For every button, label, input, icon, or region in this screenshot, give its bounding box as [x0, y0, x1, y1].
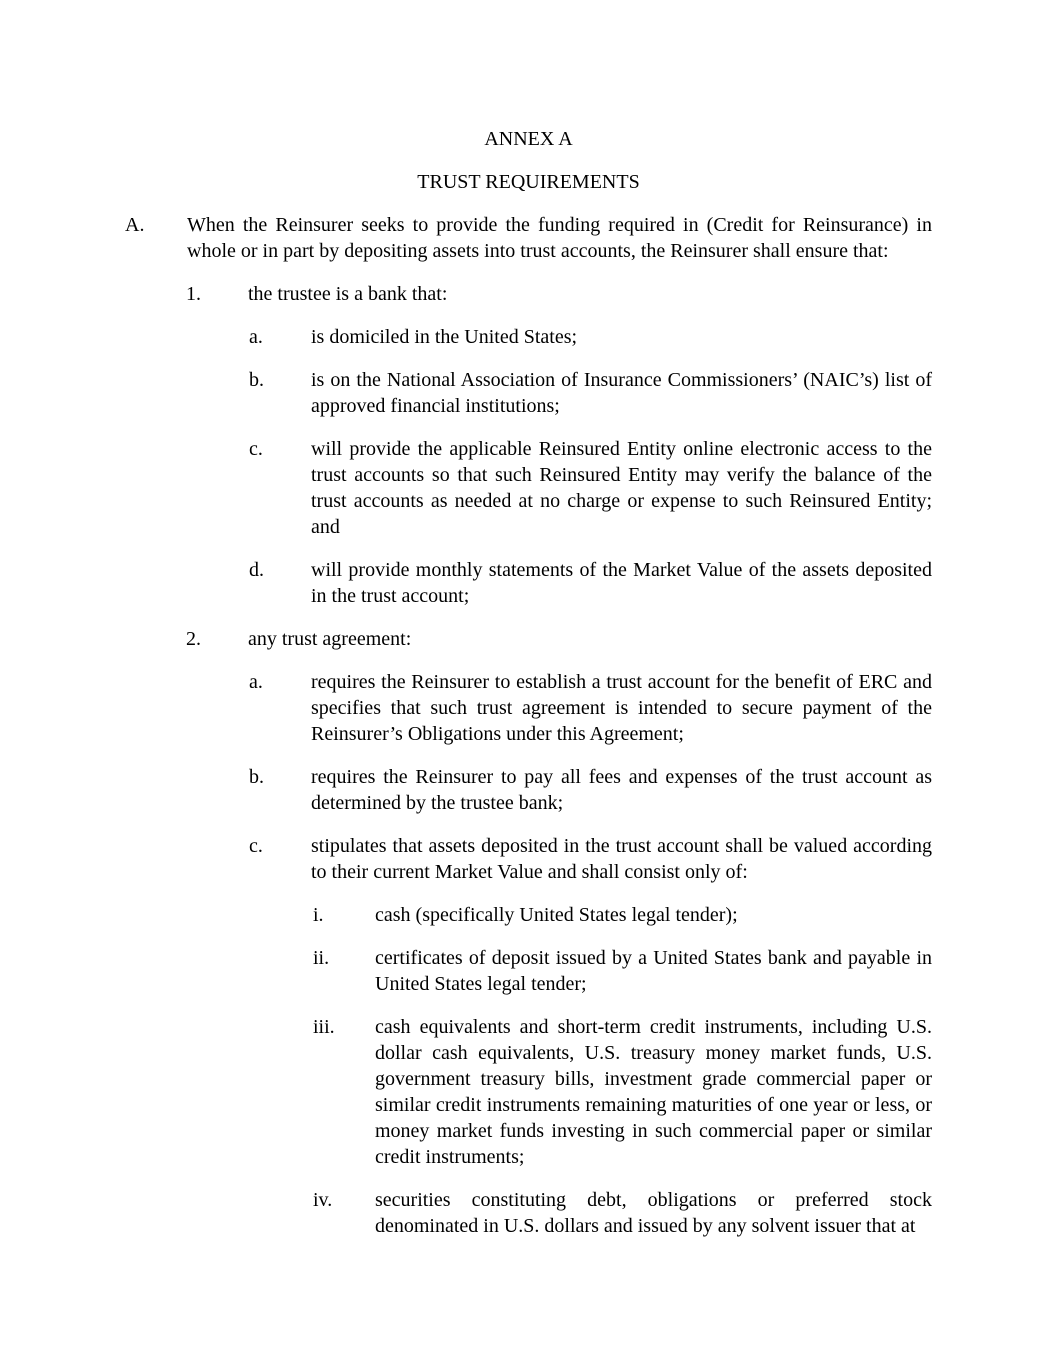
- list-marker-1c: c.: [249, 438, 263, 460]
- annex-heading: ANNEX A: [484, 128, 573, 150]
- list-marker-2c-iv: iv.: [313, 1189, 333, 1211]
- item-1d-text: will provide monthly statements of the Market Value of the assets deposited in the trust account;: [311, 559, 932, 607]
- item-2c: [125, 833, 932, 885]
- list-marker-2: 2.: [186, 628, 201, 650]
- item-2c-iii-text: cash equivalents and short-term credit instruments, including U.S. dollar cash equivalents, U.S. treasury money market funds, U.S. government treasury bills, investment grade commercial paper or similar credit instruments remaining maturities of one year or less, or money market funds investing in such commercial paper or similar credit instruments;: [375, 1016, 932, 1168]
- list-marker-1a: a.: [249, 326, 263, 348]
- item-1c: [125, 436, 932, 540]
- list-marker-A: A.: [125, 214, 145, 236]
- item-2c-iv: [125, 1187, 932, 1239]
- item-2c-text: stipulates that assets deposited in the trust account shall be valued according to their current Market Value and shall consist only of:: [311, 835, 932, 883]
- list-marker-2b: b.: [249, 766, 264, 788]
- item-2: [125, 626, 932, 652]
- list-marker-2c: c.: [249, 835, 263, 857]
- list-marker-1d: d.: [249, 559, 264, 581]
- paragraph-A: [125, 212, 932, 264]
- item-2c-i: [125, 902, 932, 928]
- item-1b: [125, 367, 932, 419]
- item-2c-iii: [125, 1014, 932, 1170]
- item-2-text: any trust agreement:: [248, 628, 412, 650]
- item-1d: [125, 557, 932, 609]
- item-2b-text: requires the Reinsurer to pay all fees and expenses of the trust account as determined by the trustee bank;: [311, 766, 932, 814]
- list-marker-2c-iii: iii.: [313, 1016, 335, 1038]
- item-2c-ii: [125, 945, 932, 997]
- list-marker-1: 1.: [186, 283, 201, 305]
- list-marker-2c-i: i.: [313, 904, 324, 926]
- list-marker-2c-ii: ii.: [313, 947, 330, 969]
- document-title: TRUST REQUIREMENTS: [417, 171, 640, 193]
- paragraph-A-text: When the Reinsurer seeks to provide the funding required in (Credit for Reinsurance) in whole or in part by depositing assets into trust accounts, the Reinsurer shall ensure that:: [187, 214, 932, 262]
- item-2a-text: requires the Reinsurer to establish a trust account for the benefit of ERC and specifies that such trust agreement is intended to secure payment of the Reinsurer’s Obligations under this Agreement;: [311, 671, 932, 745]
- item-1a-text: is domiciled in the United States;: [311, 326, 578, 348]
- item-1: [125, 281, 932, 307]
- item-1b-text: is on the National Association of Insurance Commissioners’ (NAIC’s) list of approved financial institutions;: [311, 369, 932, 417]
- item-1-text: the trustee is a bank that:: [248, 283, 448, 305]
- item-2b: [125, 764, 932, 816]
- item-2c-ii-text: certificates of deposit issued by a United States bank and payable in United States legal tender;: [375, 947, 932, 995]
- item-2c-iv-text: securities constituting debt, obligations or preferred stock denominated in U.S. dollars and issued by any solvent issuer that at: [375, 1189, 932, 1237]
- item-1a: [125, 324, 932, 350]
- item-2c-i-text: cash (specifically United States legal tender);: [375, 904, 738, 926]
- list-marker-1b: b.: [249, 369, 264, 391]
- item-2a: [125, 669, 932, 747]
- item-1c-text: will provide the applicable Reinsured Entity online electronic access to the trust accounts so that such Reinsured Entity may verify the balance of the trust accounts as needed at no charge or expense to such Reinsured Entity; and: [311, 438, 932, 538]
- list-marker-2a: a.: [249, 671, 263, 693]
